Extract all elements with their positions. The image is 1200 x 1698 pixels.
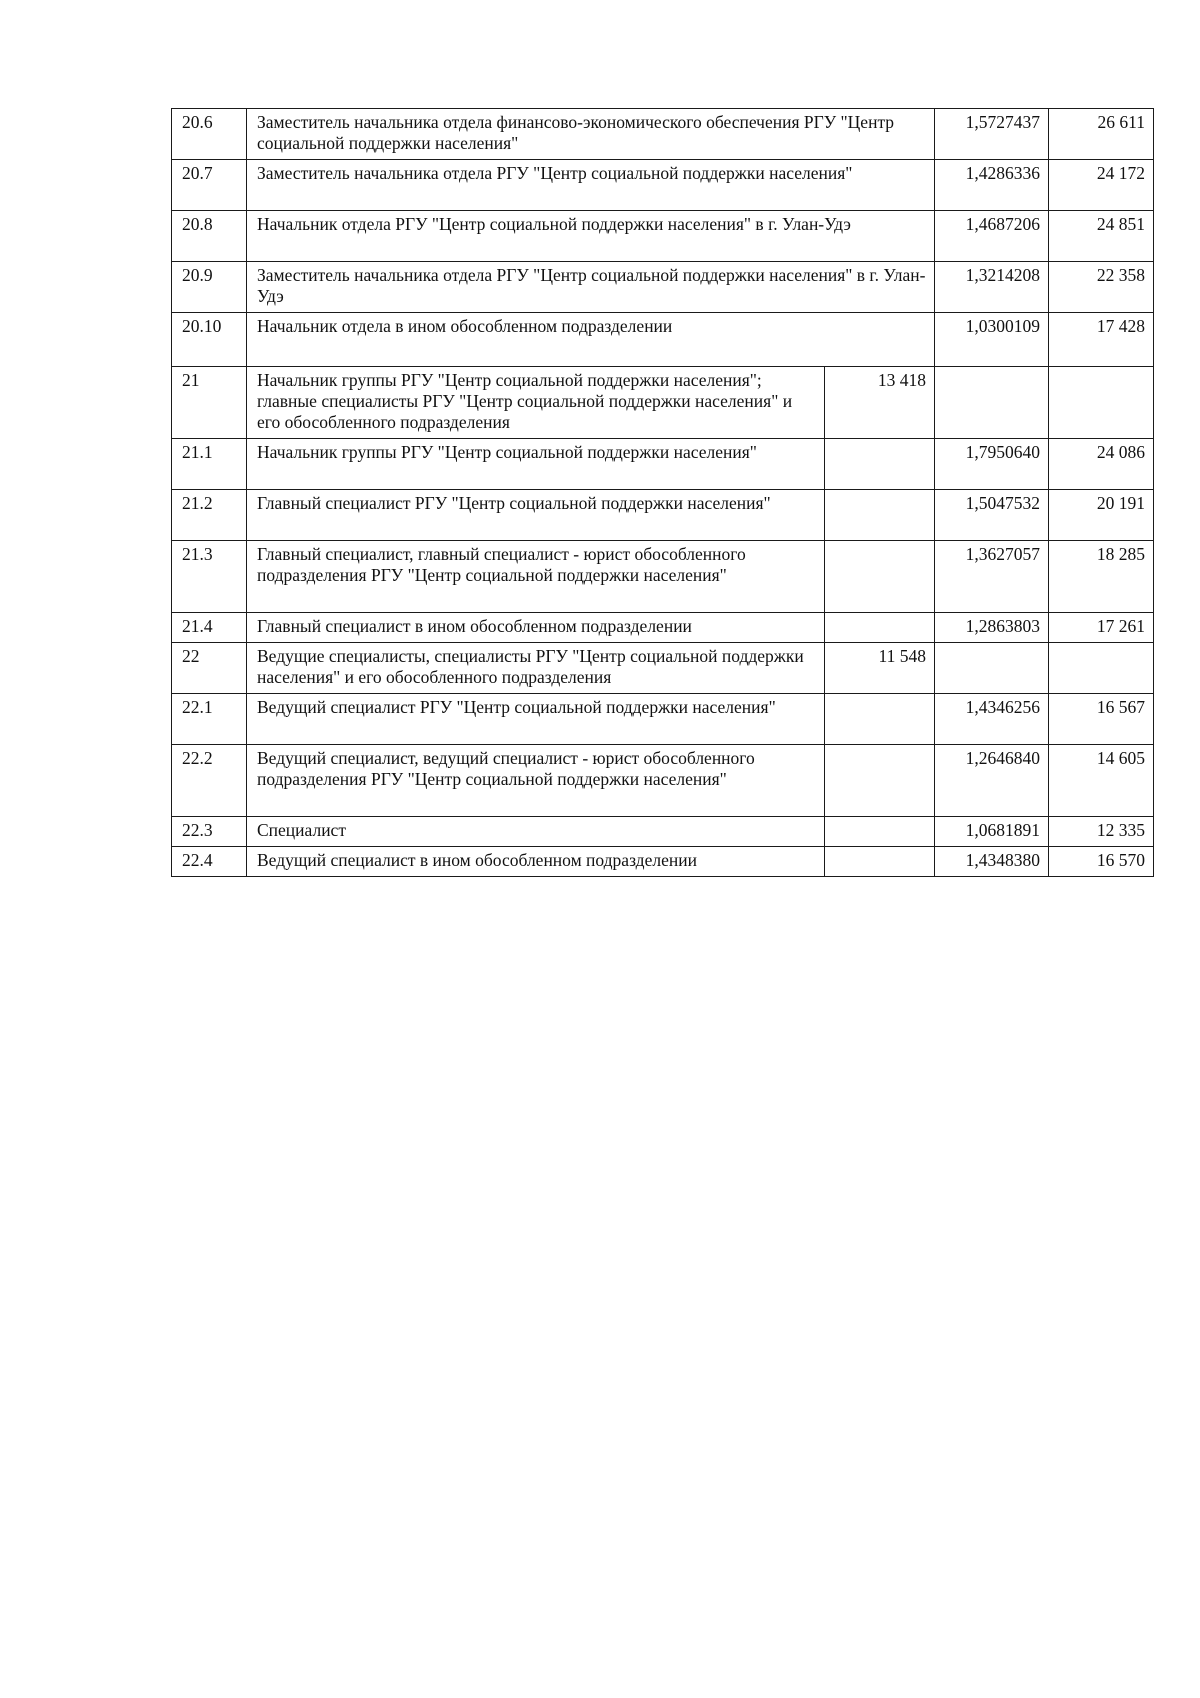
position-name: Заместитель начальника отдела финансово-экономического обеспечения РГУ "Центр социальной поддержки населения" [247,109,935,160]
table-row [172,847,1154,877]
position-name: Главный специалист РГУ "Центр социальной поддержки населения" [247,490,825,541]
salary: 24 172 [1049,160,1154,211]
position-name: Заместитель начальника отдела РГУ "Центр социальной поддержки населения" в г. Улан-Удэ [247,262,935,313]
base-salary [825,847,935,877]
position-name: Заместитель начальника отдела РГУ "Центр социальной поддержки населения" [247,160,935,211]
salary: 16 570 [1049,847,1154,877]
coefficient: 1,4286336 [935,160,1049,211]
row-number: 21 [172,367,247,439]
row-number: 22.3 [172,817,247,847]
base-salary [825,694,935,745]
salary: 20 191 [1049,490,1154,541]
row-number: 20.8 [172,211,247,262]
base-salary [825,745,935,817]
table-row [172,262,1154,313]
salary: 18 285 [1049,541,1154,613]
table-row [172,541,1154,613]
row-number: 21.1 [172,439,247,490]
coefficient: 1,2646840 [935,745,1049,817]
salary: 14 605 [1049,745,1154,817]
coefficient [935,643,1049,694]
table-row-group-header [172,643,1154,694]
row-number: 21.2 [172,490,247,541]
table-row-group-header [172,367,1154,439]
salary: 12 335 [1049,817,1154,847]
position-name: Начальник отдела в ином обособленном подразделении [247,313,935,367]
position-name: Начальник группы РГУ "Центр социальной поддержки населения" [247,439,825,490]
row-number: 22.4 [172,847,247,877]
table-row [172,211,1154,262]
base-salary [825,490,935,541]
coefficient: 1,4346256 [935,694,1049,745]
position-name: Начальник отдела РГУ "Центр социальной поддержки населения" в г. Улан-Удэ [247,211,935,262]
row-number: 20.6 [172,109,247,160]
table-row [172,439,1154,490]
base-salary [825,817,935,847]
coefficient: 1,3627057 [935,541,1049,613]
position-name: Начальник группы РГУ "Центр социальной поддержки населения"; главные специалисты РГУ "Центр социальной поддержки населения" и его обособленного подразделения [247,367,825,439]
table-row [172,313,1154,367]
coefficient: 1,5727437 [935,109,1049,160]
coefficient: 1,0681891 [935,817,1049,847]
position-name: Ведущий специалист РГУ "Центр социальной поддержки населения" [247,694,825,745]
row-number: 20.9 [172,262,247,313]
salary-table [171,108,1154,877]
row-number: 22 [172,643,247,694]
coefficient [935,367,1049,439]
position-name: Главный специалист в ином обособленном подразделении [247,613,825,643]
row-number: 22.2 [172,745,247,817]
base-salary [825,439,935,490]
row-number: 20.10 [172,313,247,367]
base-salary: 11 548 [825,643,935,694]
salary [1049,643,1154,694]
base-salary [825,613,935,643]
salary: 22 358 [1049,262,1154,313]
coefficient: 1,0300109 [935,313,1049,367]
salary: 24 851 [1049,211,1154,262]
table-row [172,694,1154,745]
table-row [172,745,1154,817]
table-row [172,613,1154,643]
position-name: Главный специалист, главный специалист - юрист обособленного подразделения РГУ "Центр социальной поддержки населения" [247,541,825,613]
row-number: 20.7 [172,160,247,211]
position-name: Специалист [247,817,825,847]
coefficient: 1,2863803 [935,613,1049,643]
salary: 16 567 [1049,694,1154,745]
position-name: Ведущий специалист, ведущий специалист - юрист обособленного подразделения РГУ "Центр социальной поддержки населения" [247,745,825,817]
coefficient: 1,5047532 [935,490,1049,541]
coefficient: 1,3214208 [935,262,1049,313]
salary: 26 611 [1049,109,1154,160]
salary: 24 086 [1049,439,1154,490]
table-row [172,490,1154,541]
row-number: 22.1 [172,694,247,745]
salary: 17 428 [1049,313,1154,367]
coefficient: 1,4348380 [935,847,1049,877]
row-number: 21.4 [172,613,247,643]
table-row [172,160,1154,211]
base-salary: 13 418 [825,367,935,439]
coefficient: 1,4687206 [935,211,1049,262]
coefficient: 1,7950640 [935,439,1049,490]
table-row [172,109,1154,160]
row-number: 21.3 [172,541,247,613]
base-salary [825,541,935,613]
table-row [172,817,1154,847]
position-name: Ведущий специалист в ином обособленном подразделении [247,847,825,877]
position-name: Ведущие специалисты, специалисты РГУ "Центр социальной поддержки населения" и его обособленного подразделения [247,643,825,694]
salary [1049,367,1154,439]
salary: 17 261 [1049,613,1154,643]
